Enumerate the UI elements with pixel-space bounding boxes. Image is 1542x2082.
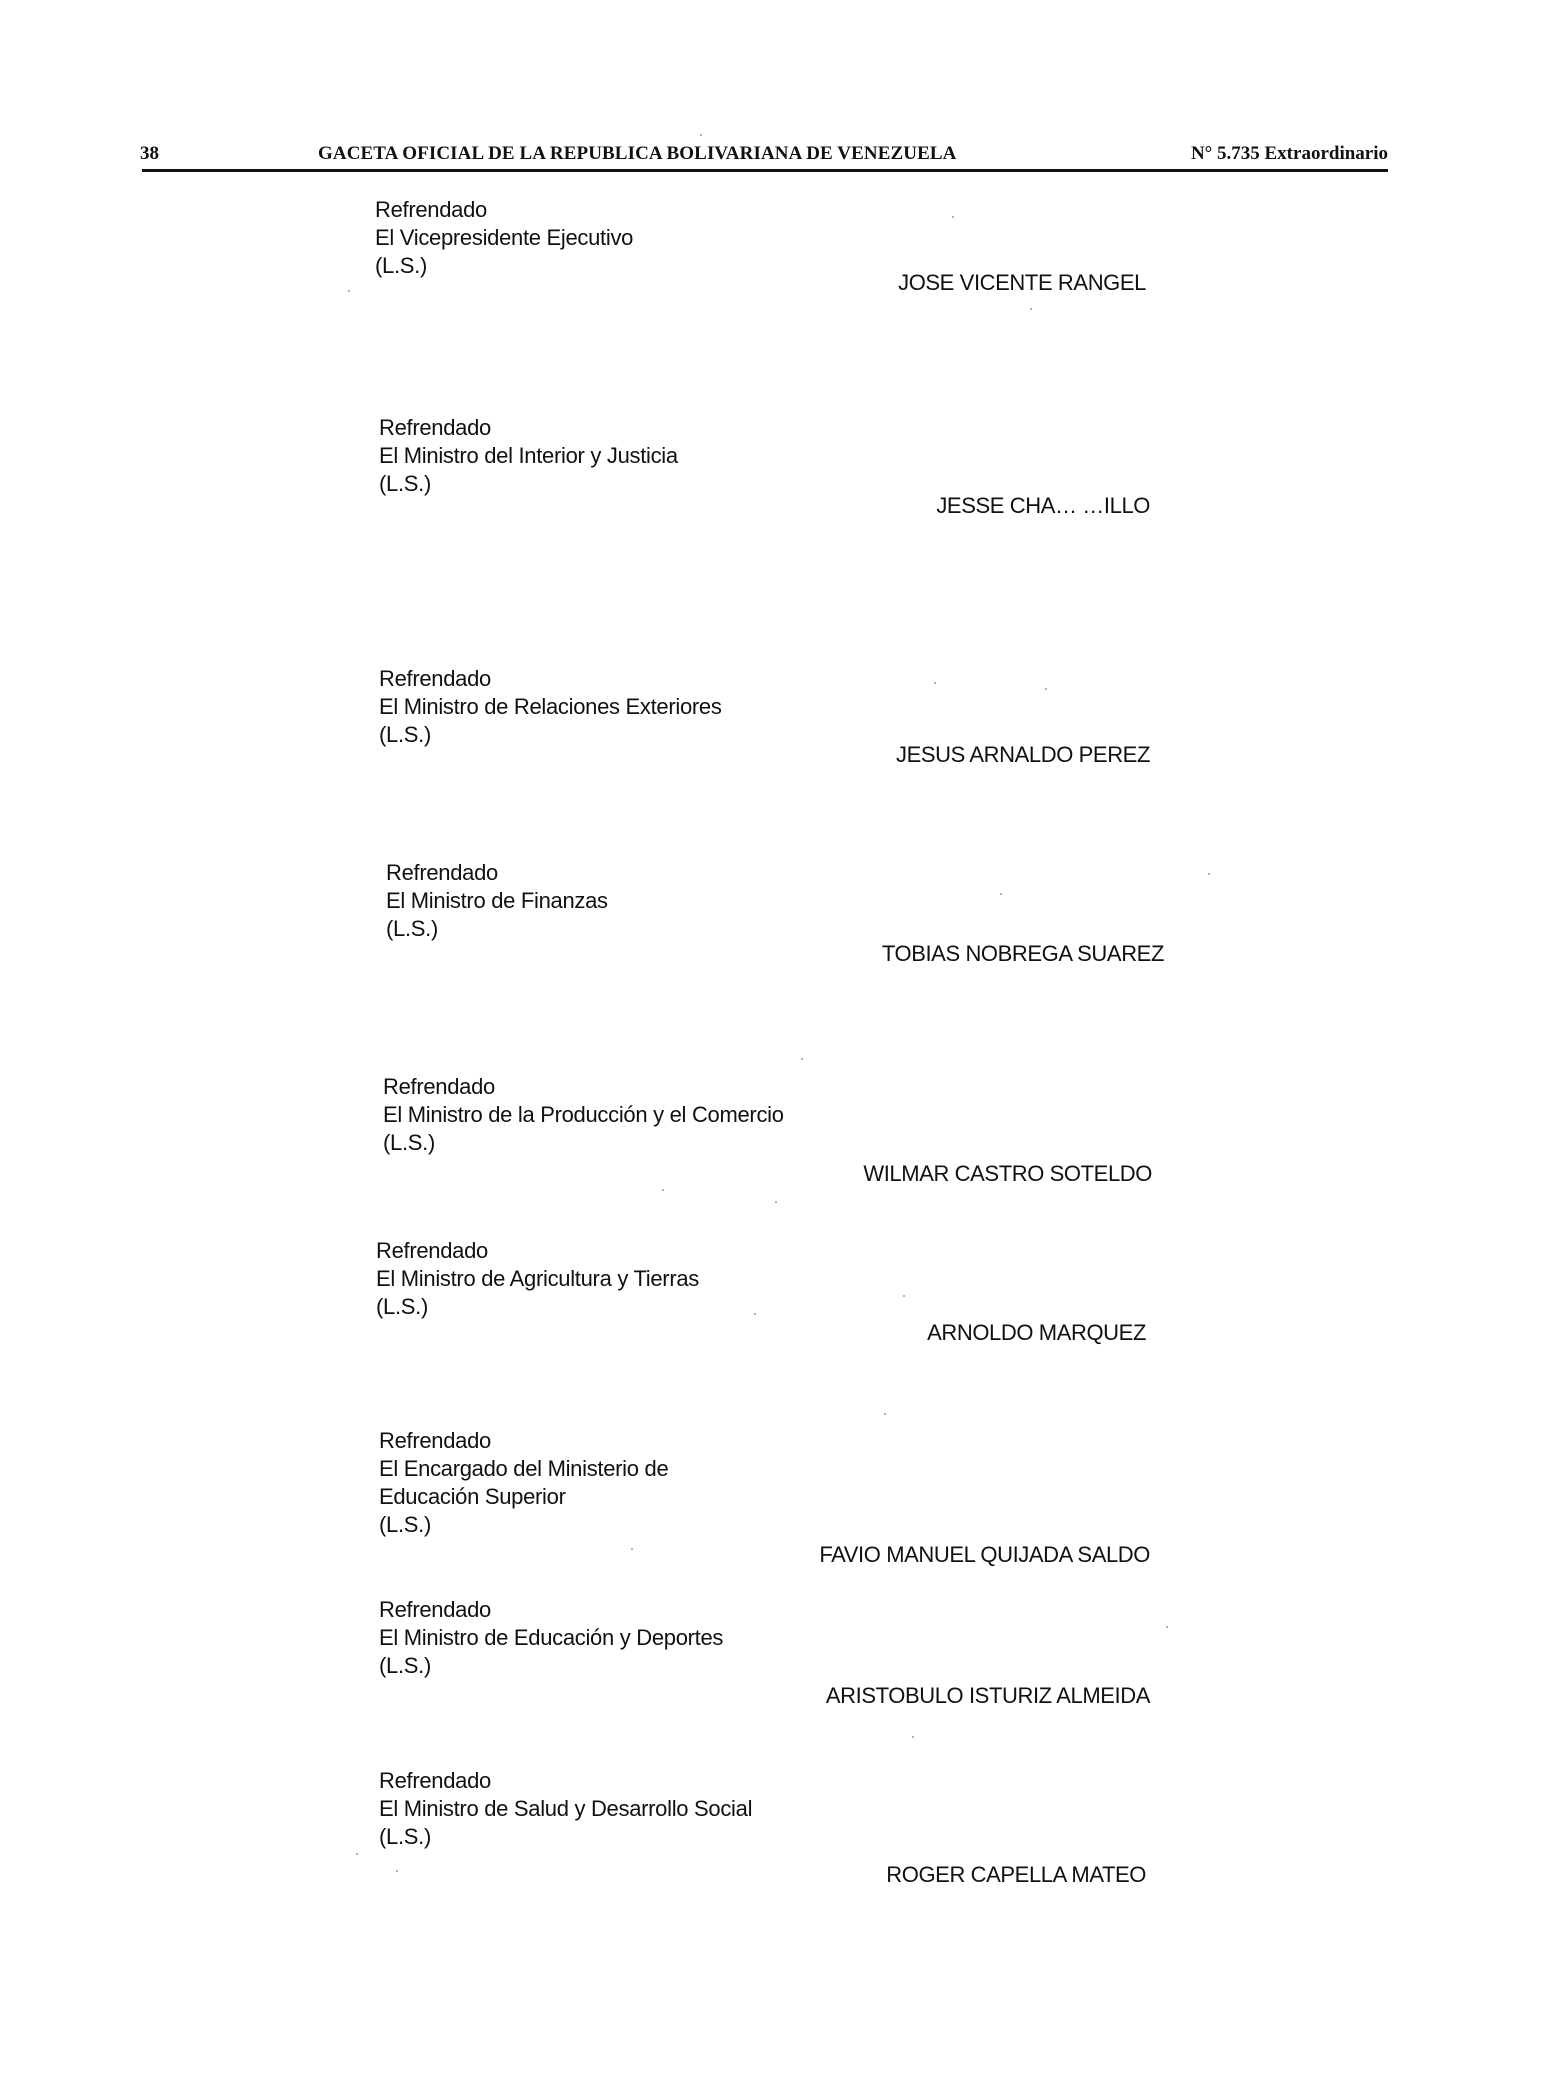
gazette-title: GACETA OFICIAL DE LA REPUBLICA BOLIVARIANA DE VENEZUELA [318,143,957,164]
seal-mark: (L.S.) [379,1824,431,1849]
signer-name: JESSE CHA… …ILLO [936,493,1150,518]
countersign-label: Refrendado [379,666,491,691]
scan-speck [775,1201,777,1203]
countersign-block-finanzas [386,859,608,943]
seal-mark: (L.S.) [376,1294,428,1319]
signer-name: ARISTOBULO ISTURIZ ALMEIDA [825,1683,1150,1708]
seal-mark: (L.S.) [379,722,431,747]
office-line: El Ministro de Relaciones Exteriores [379,694,722,719]
office-line: El Encargado del Ministerio de [379,1456,669,1481]
office-line: El Ministro de la Producción y el Comercio [383,1102,784,1127]
countersign-block-produccion-comercio [383,1073,784,1157]
scan-speck [1208,873,1210,875]
page-header [138,143,1388,169]
countersign-label: Refrendado [379,1597,491,1622]
scan-speck [952,216,954,218]
seal-mark: (L.S.) [383,1130,435,1155]
scan-speck [912,1736,914,1738]
scan-speck [356,1853,358,1855]
page-number: 38 [140,143,159,164]
countersign-block-salud-desarrollo-social [379,1767,752,1851]
scan-speck [884,1413,886,1415]
signer-name: FAVIO MANUEL QUIJADA SALDO [819,1542,1150,1567]
office-line: El Ministro de Finanzas [386,888,608,913]
countersign-block-vicepresidente [375,196,633,280]
office-line: El Ministro de Educación y Deportes [379,1625,724,1650]
countersign-label: Refrendado [375,197,487,222]
scan-speck [903,1295,905,1297]
scan-speck [934,682,936,684]
signer-name: JOSE VICENTE RANGEL [898,270,1146,295]
issue-number: N° 5.735 Extraordinario [1190,143,1388,164]
seal-mark: (L.S.) [386,916,438,941]
signer-name: ARNOLDO MARQUEZ [927,1320,1146,1345]
seal-mark: (L.S.) [379,1512,431,1537]
countersign-block-educacion-superior [379,1427,668,1539]
office-line: El Vicepresidente Ejecutivo [375,225,634,250]
countersign-block-interior [379,414,678,498]
signer-name: JESUS ARNALDO PEREZ [895,742,1150,767]
seal-mark: (L.S.) [379,471,431,496]
scan-speck [348,290,350,292]
countersign-label: Refrendado [379,415,491,440]
scan-speck [1030,308,1032,310]
scan-speck [754,1313,756,1315]
countersign-block-relaciones-exteriores [379,665,722,749]
scan-speck [631,1548,633,1550]
signer-name: TOBIAS NOBREGA SUAREZ [881,941,1164,966]
scan-speck [1166,1626,1168,1628]
scan-speck [801,1058,803,1060]
office-line: El Ministro de Agricultura y Tierras [376,1266,699,1291]
seal-mark: (L.S.) [375,253,427,278]
countersign-label: Refrendado [376,1238,488,1263]
scan-speck [1045,688,1047,690]
signer-name: ROGER CAPELLA MATEO [886,1862,1146,1887]
scan-speck [1000,893,1002,895]
countersign-label: Refrendado [379,1428,491,1453]
countersign-label: Refrendado [379,1768,491,1793]
scan-speck [396,1870,398,1872]
countersign-block-educacion-deportes [379,1596,723,1680]
scan-speck [662,1189,664,1191]
office-line: El Ministro del Interior y Justicia [379,443,678,468]
scan-speck [700,134,702,136]
countersign-block-agricultura-tierras [376,1237,699,1321]
seal-mark: (L.S.) [379,1653,431,1678]
header-rule [142,169,1388,172]
office-line: El Ministro de Salud y Desarrollo Social [379,1796,753,1821]
office-line: Educación Superior [379,1484,566,1509]
signer-name: WILMAR CASTRO SOTELDO [863,1161,1152,1186]
countersign-label: Refrendado [386,860,498,885]
countersign-label: Refrendado [383,1074,495,1099]
